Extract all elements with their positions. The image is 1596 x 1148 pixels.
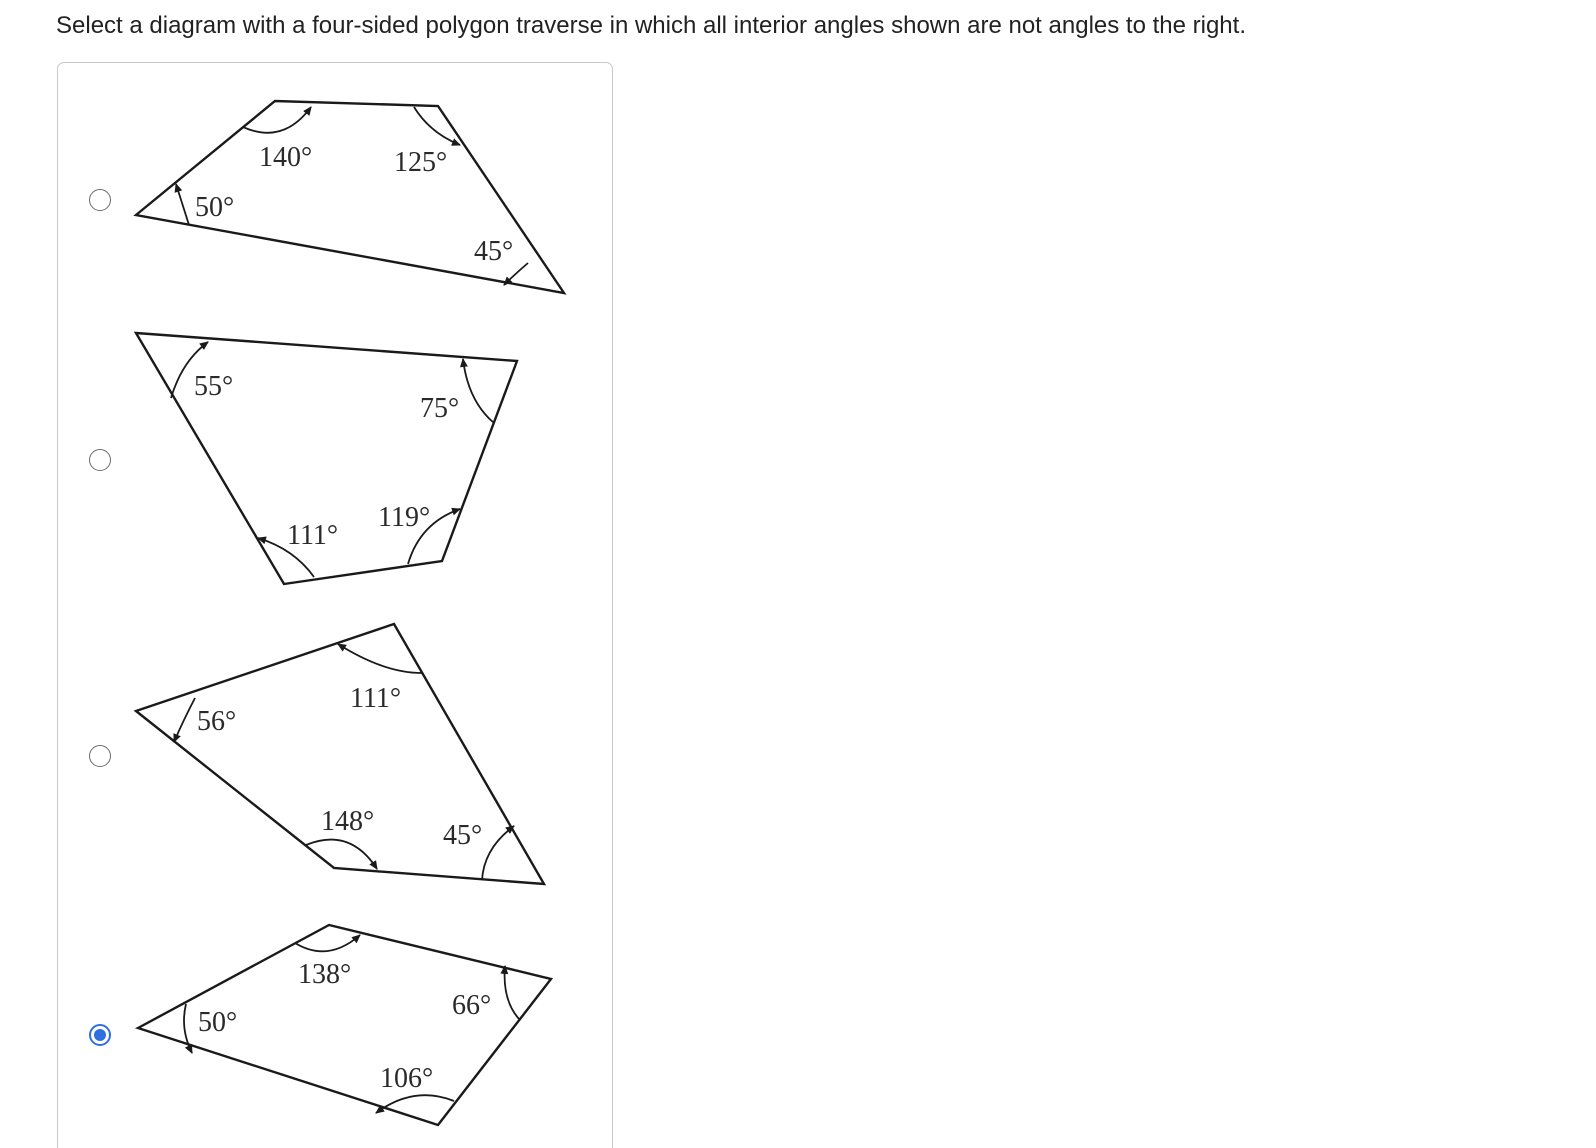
diagram-c-arc-left bbox=[174, 698, 195, 742]
diagram-a bbox=[136, 101, 564, 293]
diagram-b-angle-bottom-right: 119° bbox=[378, 502, 431, 533]
diagram-d bbox=[138, 925, 551, 1125]
diagram-d-angle-left: 50° bbox=[198, 1007, 238, 1038]
diagram-b-arc-top-right bbox=[463, 359, 494, 423]
diagram-c-polygon bbox=[136, 624, 544, 884]
diagram-d-arc-right bbox=[505, 966, 520, 1020]
diagram-a-angle-top-left: 140° bbox=[259, 142, 313, 173]
diagram-a-angle-left: 50° bbox=[195, 192, 235, 223]
diagram-b bbox=[136, 333, 517, 584]
traverse-diagrams bbox=[58, 63, 614, 1148]
diagram-d-angle-right: 66° bbox=[452, 990, 492, 1021]
diagram-d-angle-top: 138° bbox=[298, 959, 352, 990]
diagram-d-angle-bottom: 106° bbox=[380, 1063, 434, 1094]
diagram-c-angle-left: 56° bbox=[197, 706, 237, 737]
question-text: Select a diagram with a four-sided polygon traverse in which all interior angles shown are not angles to the right. bbox=[56, 12, 1246, 39]
diagram-c-angle-bottom-right: 45° bbox=[443, 820, 483, 851]
diagram-d-arc-bottom bbox=[376, 1095, 454, 1113]
diagram-b-angle-top-left: 55° bbox=[194, 371, 234, 402]
diagram-b-angle-top-right: 75° bbox=[420, 393, 460, 424]
diagram-a-arc-left bbox=[176, 184, 189, 225]
diagram-a-angle-bottom-right: 45° bbox=[474, 236, 514, 267]
diagram-c-arc-bottom-right bbox=[482, 826, 514, 880]
answer-options-panel bbox=[57, 62, 613, 1148]
diagram-a-angle-top-right: 125° bbox=[394, 147, 448, 178]
diagram-b-angle-bottom-left: 111° bbox=[287, 520, 339, 551]
diagram-c-angle-bottom-left: 148° bbox=[321, 806, 375, 837]
diagram-c-angle-top: 111° bbox=[350, 683, 402, 714]
diagram-c bbox=[136, 624, 544, 884]
diagram-a-arc-top-right bbox=[414, 107, 460, 145]
